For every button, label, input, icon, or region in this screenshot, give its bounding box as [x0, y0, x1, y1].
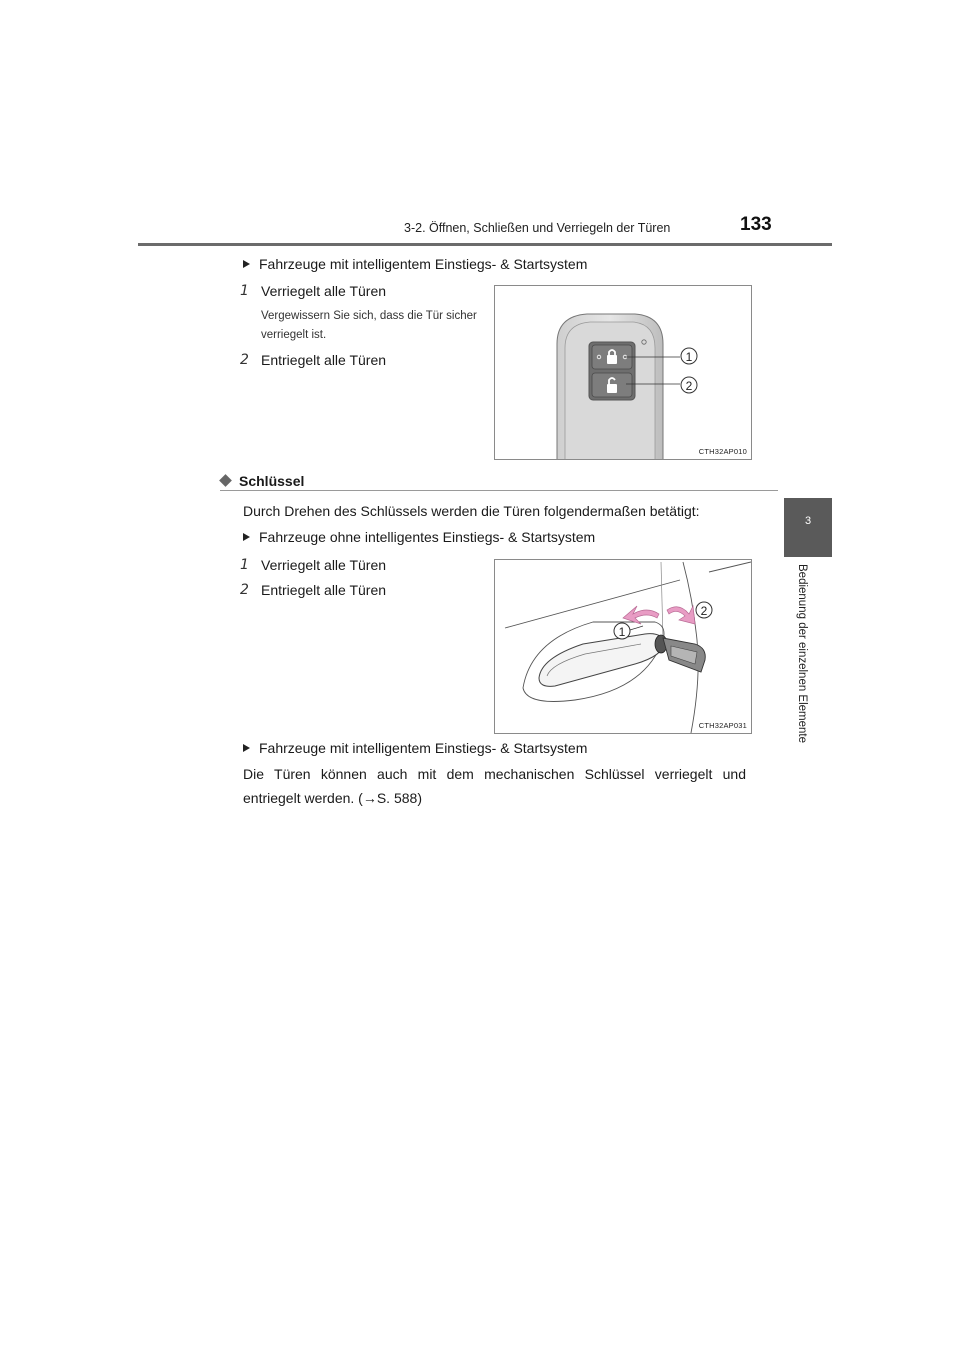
callout-1: 1 — [685, 350, 693, 364]
item-number: 1 — [240, 283, 249, 299]
diamond-bullet-icon — [219, 474, 232, 487]
triangle-bullet-icon — [243, 744, 250, 752]
chapter-tab-number: 3 — [804, 515, 812, 527]
door-key-illustration — [495, 560, 751, 733]
chapter-tab-label: Bedienung der einzelnen Elemente — [796, 564, 808, 744]
subheading-text: Fahrzeuge mit intelligentem Einstiegs- & Startsystem — [259, 256, 588, 272]
item-number: 1 — [240, 557, 249, 573]
triangle-bullet-icon — [243, 260, 250, 268]
figure-door-key — [494, 559, 752, 734]
item-text-unlock: Entriegelt alle Türen — [261, 352, 387, 368]
header-rule — [138, 243, 832, 246]
section-heading-text: Schlüssel — [239, 473, 305, 489]
mechanical-key-icon — [663, 638, 705, 672]
unlock-arrow-icon — [667, 606, 695, 624]
item-text-lock: Verriegelt alle Türen — [261, 557, 387, 573]
item-note: Vergewissern Sie sich, dass die Tür sicher verriegelt ist. — [261, 310, 477, 341]
subheading-with-smart-entry — [243, 740, 587, 756]
section-rule — [220, 490, 778, 491]
callout-2: 2 — [685, 379, 693, 393]
chapter-tab — [784, 498, 832, 557]
item-number: 2 — [240, 352, 249, 368]
subheading-smart-entry — [243, 256, 587, 272]
chapter-title: 3-2. Öffnen, Schließen und Verriegeln der Türen — [404, 221, 671, 235]
figure-smart-key — [494, 285, 752, 460]
callout-2: 2 — [700, 604, 708, 618]
subheading-text: Fahrzeuge mit intelligentem Einstiegs- & Startsystem — [259, 740, 588, 756]
item-text-lock: Verriegelt alle Türen — [261, 283, 387, 299]
subheading-without-smart-entry — [243, 529, 595, 545]
section-heading-key — [221, 473, 304, 489]
lock-arrow-icon — [623, 606, 659, 624]
item-number: 2 — [240, 582, 249, 598]
mechanical-key-paragraph: Die Türen können auch mit dem mechanischen Schlüssel verriegelt und entriegelt werden. (→S. 588) — [243, 766, 746, 806]
section-intro: Durch Drehen des Schlüssels werden die Türen folgendermaßen betätigt: — [243, 503, 700, 519]
callout-1: 1 — [618, 625, 626, 639]
figure-code: CTH32AP031 — [698, 721, 747, 730]
smart-key-illustration — [495, 286, 751, 459]
figure-code: CTH32AP010 — [698, 447, 747, 456]
page-number: 133 — [740, 214, 772, 235]
triangle-bullet-icon — [243, 533, 250, 541]
item-text-unlock: Entriegelt alle Türen — [261, 582, 387, 598]
subheading-text: Fahrzeuge ohne intelligentes Einstiegs- & Startsystem — [259, 529, 596, 545]
